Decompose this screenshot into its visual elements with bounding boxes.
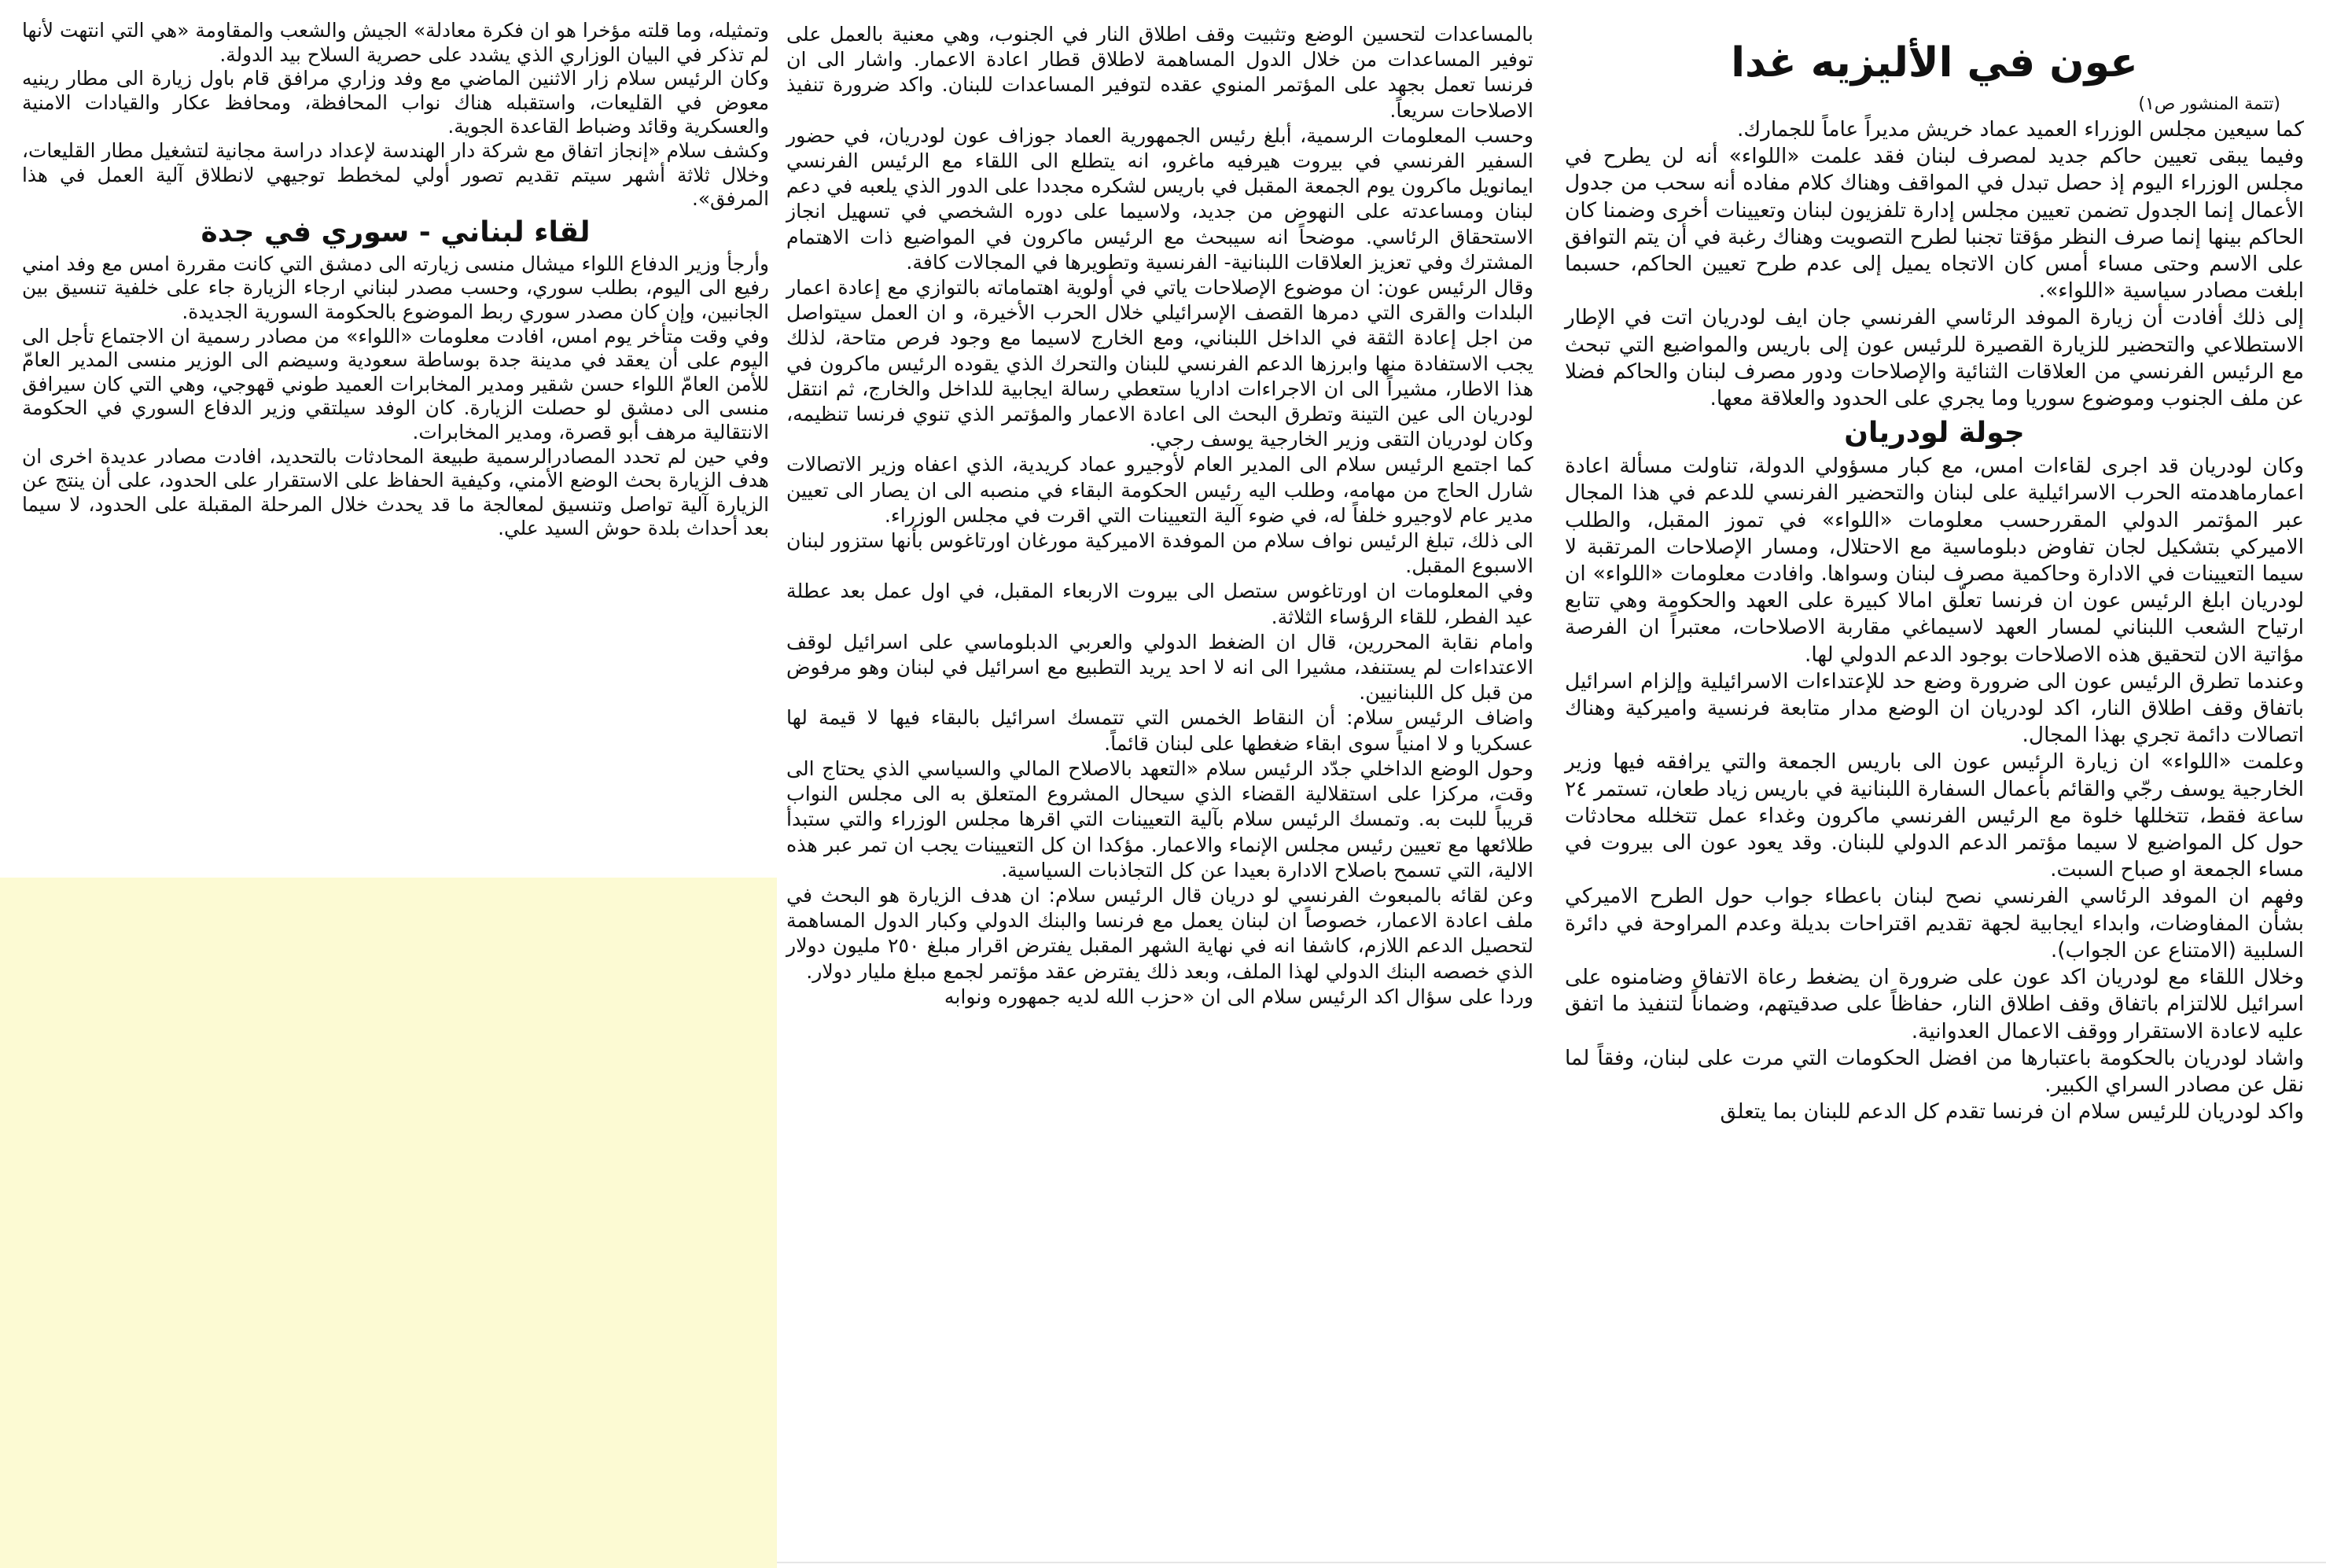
paragraph: وحسب المعلومات الرسمية، أبلغ رئيس الجمهورية العماد جوزاف عون لودريان، في حضور السفير الفرنسي في بيروت هيرفيه ماغرو، انه يتطلع الى اللقاء مع الرئيس الفرنسي ايمانويل ماكرون يوم الجمعة المقبل في باريس لشكره مجددا على الدور الذي يلعبه في دعم لبنان ومساعدته على النهوض من جديد، ولاسيما على دوره الشخصي في تسهيل انجاز الاستحقاق الرئاسي. موضحاً انه سيبحث مع الرئيس ماكرون في المواضيع ذات الاهتمام المشترك وفي تعزيز العلاقات اللبنانية- الفرنسية وتطويرها في المجالات كافة. [786, 123, 1533, 274]
article-column-right [1565, 0, 2304, 1125]
article-headline: عون في الأليزيه غدا [1731, 39, 2138, 86]
paragraph: واشاد لودريان بالحكومة باعتبارها من افضل الحكومات التي مرت على لبنان، وفقاً لما نقل عن مصادر السراي الكبير. [1565, 1045, 2304, 1097]
paragraph: وكشف سلام «إنجاز اتفاق مع شركة دار الهندسة لإعداد دراسة مجانية لتشغيل مطار القليعات، وخلال ثلاثة أشهر سيتم تقديم تصور أولي لمخطط توجيهي لانطلاق آلية العمل في هذا المرفق». [22, 138, 769, 211]
empty-highlight-area [0, 878, 777, 1568]
paragraph: واكد لودريان للرئيس سلام ان فرنسا تقدم كل الدعم للبنان بما يتعلق [1720, 1099, 2304, 1124]
paragraph: وقال الرئيس عون: ان موضوع الإصلاحات ياتي في أولوية اهتماماته بالتوازي مع إعادة اعمار البلدات والقرى التي دمرها القصف الإسرائيلي خلال الحرب الأخيرة، و ان العمل سيتواصل من اجل إعادة الثقة في الداخل اللبناني، ومع الخارج لاسيما مع وجود فرص متاحة، لذلك يجب الاستفادة منها وابرزها الدعم الفرنسي للبنان والتحرك الذي يقوده الرئيس ماكرون في هذا الاطار، مشيراً الى ان الاجراءات اداريا ستعطي رسالة ايجابية للداخل والخارج، ثم انتقل لودريان الى عين التينة وتطرق البحث الى اعادة الاعمار والمؤتمر الذي تنوي فرنسا تنظيمه، وكان لودريان التقى وزير الخارجية يوسف رجي. [786, 276, 1533, 451]
bottom-divider [777, 1562, 2326, 1563]
paragraph: وفيما يبقى تعيين حاكم جديد لمصرف لبنان فقد علمت «اللواء» أنه لن يطرح في مجلس الوزراء اليوم إذ حصل تبدل في المواقف وهناك كلام مفاده أنه سحب من جدول الأعمال إنما الجدول تضمن تعيين مجلس إدارة تلفزيون لبنان وتعيينات أخرى وضمنا كان الحاكم بينها إنما صرف النظر مؤقتا تجنبا لطرح التصويت وهناك رغبة في أن يتم التوافق على الاسم وحتى مساء أمس كان الاتجاه يميل إلى عدم طرح تعيين الحاكم، حسبما ابلغت مصادر سياسية «اللواء». [1565, 144, 2304, 304]
paragraph: واضاف الرئيس سلام: أن النقاط الخمس التي تتمسك اسرائيل بالبقاء فيها لا قيمة لها عسكريا و لا امنياً سوى ابقاء ضغطها على لبنان قائماً. [786, 706, 1533, 755]
paragraph: الى ذلك، تبلغ الرئيس نواف سلام من الموفدة الاميركية مورغان اورتاغوس بأنها ستزور لبنان الاسبوع المقبل. [786, 529, 1533, 578]
paragraph: وحول الوضع الداخلي جدّد الرئيس سلام «التعهد بالاصلاح المالي والسياسي الذي يحتاج الى وقت، مركزا على استقلالية القضاء الذي سيحال المشروع المتعلق به الى مجلس النواب قريباً للبت به. وتمسك الرئيس سلام بآلية التعيينات التي اقرها مجلس الوزراء والتي ستبدأ طلائعها مع تعيين رئيس مجلس الإنماء والاعمار. مؤكدا ان كل التعيينات يجب ان تمر عبر هذه الالية، التي تسمح باصلاح الادارة بعيدا عن كل التجاذبات السياسية. [786, 756, 1533, 882]
paragraph: وكان لودريان قد اجرى لقاءات امس، مع كبار مسؤولي الدولة، تناولت مسألة اعادة اعمارماهدمته الحرب الاسرائيلية على لبنان والتحضير الفرنسي للدعم في هذا المجال عبر المؤتمر الدولي المقررحسب معلومات «اللواء» في تموز المقبل، والطلب الاميركي بتشكيل لجان تفاوض دبلوماسية مع الاحتلال، ومسار الإصلاحات المرتقبة لا سيما التعيينات في الادارة وحاكمية مصرف لبنان وسواها. وافادت معلومات «اللواء» ان لودريان ابلغ الرئيس عون ان فرنسا تعلّق امالا كبيرة على العهد والحكومة وهي تتابع ارتياح الشعب اللبناني لمسار العهد لاسيماغي مقاربة الاصلاحات، معتبراً ان الفرصة مؤاتية الان لتحقيق هذه الاصلاحات بوجود الدعم الدولي لها. [1565, 454, 2304, 667]
paragraph: وأرجأ وزير الدفاع اللواء ميشال منسى زيارته الى دمشق التي كانت مقررة امس مع وفد امني رفيع الى اليوم، بطلب سوري، وحسب مصدر لبناني ارجاء الزيارة جاء على خلفية تنسيق بين الجانبين، وإن كان مصدر سوري ربط الموضوع بالحكومة السورية الجديدة. [22, 252, 769, 323]
paragraph: وفي وقت متأخر يوم امس، افادت معلومات «اللواء» من مصادر رسمية ان الاجتماع تأجل الى اليوم على أن يعقد في مدينة جدة بوساطة سعودية وسيضم الى الوزير منسى المدير العامّ للأمن العامّ اللواء حسن شقير ومدير المخابرات العميد طوني قهوجي، وهي التي كان سيرافق منسى الى دمشق لو حصلت الزيارة. كان الوفد سيلتقي وزير الدفاع السوري في الحكومة الانتقالية مرهف أبو قصرة، ومدير المخابرات. [22, 324, 769, 444]
paragraph: إلى ذلك أفادت أن زيارة الموفد الرئاسي الفرنسي جان ايف لودريان اتت في الإطار الاستطلاعي والتحضير للزيارة القصيرة للرئيس عون إلى باريس والمواضيع التي تبحث مع الرئيس الفرنسي من العلاقات الثنائية والإصلاحات ودور مصرف لبنان والحاكم فضلا عن ملف الجنوب وموضوع سوريا وما يجري على الحدود والعلاقة معها. [1565, 305, 2304, 411]
article-column-middle [786, 0, 1533, 1010]
paragraph: وفهم ان الموفد الرئاسي الفرنسي نصح لبنان باعطاء جواب حول الطرح الاميركي بشأن المفاوضات، وابداء ايجابية لجهة تقديم اقتراحات بديلة وعدم المراوحة في دائرة السلبية (الامتناع عن الجواب). [1565, 884, 2304, 963]
paragraph: وخلال اللقاء مع لودريان اكد عون على ضرورة ان يضغط رعاة الاتفاق وضامنوه على اسرائيل للالتزام باتفاق وقف اطلاق النار، حفاظاً على صدقيتهم، وضماناً لتنفيذ ما اتفق عليه لاعادة الاستقرار ووقف الاعمال العدوانية. [1565, 965, 2304, 1043]
paragraph: وعن لقائه بالمبعوث الفرنسي لو دريان قال الرئيس سلام: ان هدف الزيارة هو البحث في ملف اعادة الاعمار، خصوصاً ان لبنان يعمل مع فرنسا والبنك الدولي وكبار الدول المساهمة لتحصيل الدعم اللازم، كاشفا انه في نهاية الشهر المقبل يفترض اقرار مبلغ ٢٥٠ مليون دولار الذي خصصه البنك الدولي لهذا الملف، وبعد ذلك يفترض عقد مؤتمر لجمع مبلغ مليار دولار. [786, 883, 1533, 983]
paragraph: وردا على سؤال اكد الرئيس سلام الى ان «حزب الله لديه جمهوره ونوابه [944, 985, 1533, 1008]
paragraph: وفي حين لم تحدد المصادرالرسمية طبيعة المحادثات بالتحديد، افادت مصادر عديدة اخرى ان هدف الزيارة بحث الوضع الأمني، وكيفية الحفاظ على الاستقرار على الحدود، على أن ينتج عن الزيارة آلية تواصل وتنسيق لمعالجة ما قد يحدث خلال المرحلة المقبلة على الحدود، لا سيما بعد أحداث بلدة حوش السيد علي. [22, 444, 769, 540]
section-subhead: جولة لودريان [1844, 417, 2025, 450]
paragraph: وعندما تطرق الرئيس عون الى ضرورة وضع حد للإعتداءات الاسرائيلية وإلزام اسرائيل باتفاق وقف اطلاق النار، اكد لودريان ان الوضع مدار متابعة فرنسية واميركية وهناك اتصالات دائمة تجري بهذا المجال. [1565, 668, 2304, 748]
paragraph: بالمساعدات لتحسين الوضع وتثبيت وقف اطلاق النار في الجنوب، وهي معنية بالعمل على توفير المساعدات من خلال الدول المساهمة لاطلاق قطار اعادة الاعمار. واشار الى ان فرنسا تعمل بجهد على المؤتمر المنوي عقده لتوفير المساعدات للبنان. واكد ضرورة تنفيذ الاصلاحات سريعاً. [786, 23, 1533, 122]
article-column-left [22, 0, 769, 541]
paragraph: وعلمت «اللواء» ان زيارة الرئيس عون الى باريس الجمعة والتي يرافقه فيها وزير الخارجية يوسف رجّي والقائم بأعمال السفارة اللبنانية في باريس زياد طعان، تستمر ٢٤ ساعة فقط، تتخللها خلوة مع الرئيس الفرنسي ماكرون وغداء عمل تتخلله محادثات حول كل المواضيع لا سيما مؤتمر الدعم الدولي للبنان. وقد يعود عون الى بيروت في مساء الجمعة او صباح السبت. [1565, 749, 2304, 882]
paragraph: وامام نقابة المحررين، قال ان الضغط الدولي والعربي الدبلوماسي على اسرائيل لوقف الاعتداءات لم يستنفد، مشيرا الى انه لا احد يريد التطبيع مع اسرائيل في لبنان وهو مرفوض من قبل كل اللبنانيين. [786, 630, 1533, 705]
continuation-note: (تتمة المنشور ص١) [2138, 94, 2280, 114]
paragraph: وكان الرئيس سلام زار الاثنين الماضي مع وفد وزاري مرافق قام باول زيارة الى مطار رينيه معوض في القليعات، واستقبله هناك نواب المحافظة، ومحافظ عكار والقيادات الامنية والعسكرية وقائد وضباط القاعدة الجوية. [22, 67, 769, 138]
section-subhead: لقاء لبناني - سوري في جدة [201, 215, 591, 248]
paragraph: وفي المعلومات ان اورتاغوس ستصل الى بيروت الاربعاء المقبل، في اول عمل بعد عطلة عيد الفطر، للقاء الرؤساء الثلاثة. [786, 580, 1533, 628]
paragraph: كما سيعين مجلس الوزراء العميد عماد خريش مديراً عاماً للجمارك. [1736, 117, 2304, 142]
paragraph: وتمثيله، وما قلته مؤخرا هو ان فكرة معادلة» الجيش والشعب والمقاومة «هي التي انتهت لأنها لم تذكر في البيان الوزاري الذي يشدد على حصرية السلاح بيد الدولة. [22, 19, 769, 66]
paragraph: كما اجتمع الرئيس سلام الى المدير العام لأوجيرو عماد كريدية، الذي اعفاه وزير الاتصالات شارل الحاج من مهامه، وطلب اليه رئيس الحكومة البقاء في منصبه الى ان يصار الى تعيين مدير عام لاوجيرو خلفاً له، في ضوء آلية التعيينات التي اقرت في مجلس الوزراء. [786, 453, 1533, 527]
